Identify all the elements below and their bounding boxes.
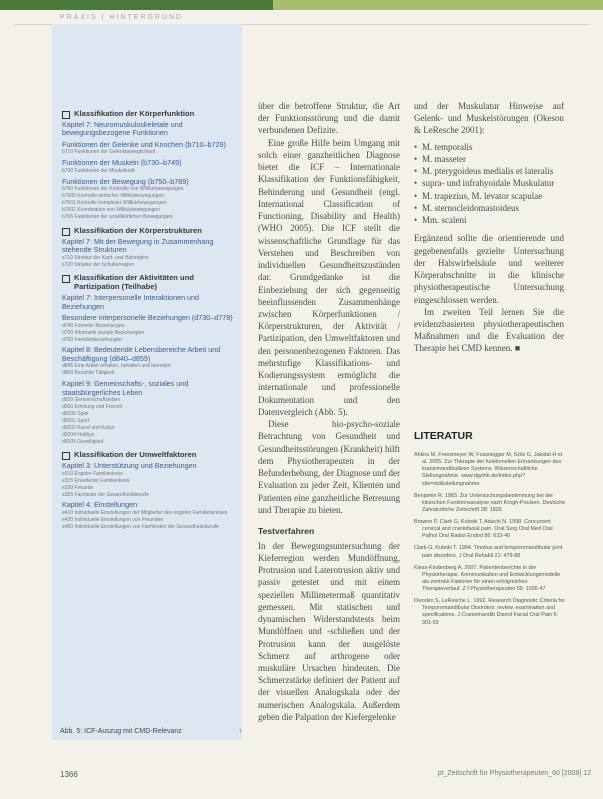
sidebar-section-title-text: Klassifikation der Körperstrukturen <box>74 225 202 235</box>
body-paragraph: Eine große Hilfe beim Umgang mit solch einer ganzheitlichen Diagnose bietet die ICF – Internationale Klassifikation der Funktionsfähigkeit, Behinderung und Gesundheit (engl. International Classification of Functioning, Disability and Health) (WHO 2005). Die ICF stellt die wissenschaftliche Grundlage für das Verstehen und Beschreiben von individuellen Gesundheitszuständen dar. Grundgedanke ist die Einbeziehung der sich gegenseitig beeinflussenden Zusammenhänge zwischen Körperfunktionen / Körperstrukturen, der Aktivität / Partizipation, den Umweltfaktoren und den personenbezogenen Faktoren. Das mehrstufige Klassifikations- und Kodierungssystem ermöglicht die internationale und professionelle Dokumentation und den Datenvergleich (Abb. 5). <box>258 137 400 417</box>
sidebar-section-title-text: Klassifikation der Körperfunktion <box>74 109 195 118</box>
page-number: 1366 <box>60 770 78 779</box>
body-paragraph: über die betroffene Struktur, die Art der Funktionsstörung und die damit verbundenen Defizite. <box>258 101 400 136</box>
literature-entry: Kiess-Kindenberg A. 2007. Patientenberichte in der Physiotherapie. Kommunikation und Entwicklungsmodelle als zentrale Faktoren für einen erfolgreichen Therapieverlauf. Z f Physiotherapeuten 59: 1036-47 <box>414 564 561 592</box>
sidebar-code-item: d9200 Spiel <box>62 410 89 417</box>
sidebar-code-item: d740 Formelle Beziehungen <box>62 322 125 329</box>
list-item: • M. temporalis <box>414 141 564 153</box>
literature-entry: Ahlers M, Freesmeyer W, Fussnegger M, Götz G, Jakstat H et al. 2005. Zur Therapie der funktionellen Erkrankungen des kraniomandibulären Systems. Wissenschaftliche Stellungnahme. www.dgzmk.de/index.php?site=std&stellungnahme <box>414 452 563 487</box>
sidebar-group-heading: Funktionen der Gelenke und Knochen (b710–b729) <box>62 139 226 149</box>
sidebar-code-item: b710 Funktionen der Gelenkbeweglichkeit <box>62 149 156 156</box>
sidebar-code-item: e420 Individuelle Einstellungen von Freunden <box>62 516 164 523</box>
checkbox-icon <box>62 228 70 236</box>
sidebar-code-item: e315 Erweiterter Familienkreis <box>62 477 130 484</box>
text-column-right <box>414 100 564 355</box>
literature-entry: Benjamin R. 1983. Zur Untersuchungsbestimmung bei der klinischen Funktionsanalyse nach Krogh-Poulsen. Deutsche Zahnärztliche Zeitschrift 38: 1826 <box>414 492 566 513</box>
sidebar-code-item: e355 Fachleute der Gesundheitsberufe <box>62 491 149 498</box>
sidebar-code-item: e410 Individuelle Einstellungen der Mitglieder des engsten Familienkreises <box>62 509 228 516</box>
checkbox-icon <box>62 111 70 119</box>
sidebar-code-item: s720 Struktur der Schulterregion <box>62 261 134 268</box>
sidebar-code-item: b760 Funktionen der Kontrolle von Willkürbewegungen <box>62 186 184 193</box>
running-title: PRAXIS | HINTERGRUND <box>60 14 184 21</box>
section-subheading: Testverfahren <box>258 525 315 536</box>
sidebar-section-title <box>62 451 234 460</box>
sidebar-section-title-text: Klassifikation der Aktivitäten und Partizipation (Teilhabe) <box>74 273 194 292</box>
sidebar-section-title <box>62 274 234 292</box>
sidebar-code-item: d9202 Kunst und Kultur <box>62 424 115 431</box>
muscle-list <box>414 141 564 227</box>
sidebar-code-item: b765 Funktionen der unwillkürlichen Bewegungen <box>62 213 173 220</box>
checkbox-icon <box>62 452 70 460</box>
body-paragraph: Ergänzend sollte die orientierende und gegebenenfalls gezielte Untersuchung der Halswirbelsäule und weiterer Körperabschnitte in die klinische physiotherapeutische Untersuchung eingeschlossen werden. <box>414 233 564 305</box>
journal-footer: pt_Zeitschrift für Physiotherapeuten_60 [2008] 12 <box>437 770 591 777</box>
sidebar-code-item: d760 Familienbeziehungen <box>62 336 123 343</box>
figure-caption-text: Abb. 5: ICF-Auszug mit CMD-Relevanz <box>60 728 182 735</box>
sidebar-code-item: b7601 Kontrolle komplexer Willkürbewegungen <box>62 199 167 206</box>
text-column-middle <box>258 100 400 723</box>
sidebar-group-heading: Kapitel 7: Mit der Bewegung in Zusammenhang stehende Strukturen <box>62 236 214 255</box>
list-item: • M. sternocleidomastoideus <box>414 202 564 214</box>
sidebar-code-item: b7600 Kontrolle einfacher Willkürbewegungen <box>62 193 165 200</box>
list-item: • M. trapezius, M. levator scapulae <box>414 190 564 202</box>
body-paragraph: Diese bio-psycho-soziale Betrachtung von Gesundheit und Gesundheitsstörungen (Krankheit) hilft dem Physiotherapeuten in der Befunderhebung, der Diagnose und der Evaluation zu jeder Zeit, Klienten und Patienten eine ganzheitliche Betreuung und Therapie zu bieten. <box>258 419 400 515</box>
sidebar-code-item: d9204 Hobbys <box>62 431 95 438</box>
body-paragraph: Im zweiten Teil lernen Sie die evidenzbasierten physiotherapeutischen Maßnahmen und die Evaluation der Therapie bei CMD kennen. ■ <box>414 306 564 354</box>
sidebar-code-item: d850 Bezahlte Tätigkeit <box>62 370 115 377</box>
body-paragraph: In der Bewegungsuntersuchung der Kieferregion werden Mundöffnung, Protrusion und Laterotrusion aktiv und passiv getestet und mit einem speziellen Millimetermaß quantitativ gemessen. Mit statischen und dynamischen Widerstandstests beim Mundöffnen und -schließen und der Protrusion kann der ausgelöste Schmerz auf arthrogene oder muskuläre Ursachen hindeuten. Die Schmerzstärke definiert der Patient auf der visuellen Analogskala oder der numerischen Analogskala. Außerdem geben die Palpation der Kiefergelenke <box>258 540 400 722</box>
literature-entry: Browne P, Clark G, Kuboki T, Adachi N. 1998. Concurrent cervical and craniofacial pain. Oral Surg Oral Med Oral Pathol Oral Radiol Endod 86: 633-40 <box>414 519 553 540</box>
sidebar-code-item: d920 Erholung und Freizeit <box>62 404 123 411</box>
body-paragraph: und der Muskulatur Hinweise auf Gelenk- und Muskelstörungen (Okeson & LeResche 2001): <box>414 101 564 136</box>
icf-sidebar <box>52 104 242 740</box>
sidebar-top-band <box>52 24 242 104</box>
sidebar-code-item: d9205 Geselligkeit <box>62 438 104 445</box>
list-item: • M. masseter <box>414 153 564 165</box>
checkbox-icon <box>62 275 70 283</box>
sidebar-group-heading: Kapitel 7: Neuromuskuloskeletale und bewegungsbezogene Funktionen <box>62 120 183 138</box>
sidebar-code-item: b730 Funktionen der Muskelkraft <box>62 167 135 174</box>
sidebar-group-heading: Funktionen der Muskeln (b730–b749) <box>62 158 182 168</box>
sidebar-code-item: d845 Eine Arbeit erhalten, behalten und beenden <box>62 363 171 370</box>
sidebar-group-heading: Kapitel 4: Einstellungen <box>62 500 138 510</box>
sidebar-group-heading: Kapitel 9: Gemeinschafts-, soziales und staatsbürgerliches Leben <box>62 379 189 397</box>
sidebar-code-item: d910 Gemeinschaftsleben <box>62 397 121 404</box>
sidebar-section-title <box>62 227 234 236</box>
sidebar-group-heading: Kapitel 3: Unterstützung und Beziehungen <box>62 461 197 471</box>
sidebar-code-item: e310 Engster Familienkreis <box>62 470 123 477</box>
arrow-up-icon: ↑ <box>238 728 242 735</box>
figure-caption <box>60 728 242 735</box>
literature-heading: LITERATUR <box>414 430 473 442</box>
literature-list <box>414 452 566 632</box>
sidebar-code-item: s710 Struktur der Kopf- und Halsregion <box>62 254 149 261</box>
sidebar-section-title <box>62 110 234 119</box>
sidebar-group-heading: Kapitel 8: Bedeutende Lebensbereiche Arbeit und Beschäftigung (d840–d859) <box>62 345 221 363</box>
sidebar-code-item: b7602 Koordination von Willkürbewegungen <box>62 206 160 213</box>
literature-entry: Dworkin S, LeResche L. 1992. Research Diagnostic Criteria for Temporomandibular Disorders: review, examination and specifications. J Craniomandib Disord Facial Oral Pain 6: 301-55 <box>414 598 565 626</box>
sidebar-group-heading: Kapitel 7: Interpersonelle Interaktionen und Beziehungen <box>62 293 200 311</box>
sidebar-code-item: d750 Informelle soziale Beziehungen <box>62 329 144 336</box>
list-item: • supra- und infrahyoidale Muskulatur <box>414 177 564 189</box>
sidebar-code-item: e450 Individuelle Einstellungen von Fachleuten der Gesundheitsberufe <box>62 523 219 530</box>
sidebar-group-heading: Besondere interpersonelle Beziehungen (d730–d779) <box>62 313 233 323</box>
top-color-bar <box>0 0 603 10</box>
literature-entry: Clark G, Kuboki T. 1994. Tinnitus and temporomandibular joint pain disorders. J Oral Rehabil 21: 479-88 <box>414 545 563 559</box>
sidebar-section-title-text: Klassifikation der Umweltfaktoren <box>74 450 197 460</box>
list-item: • Mm. scaleni <box>414 214 564 226</box>
sidebar-code-item: d9201 Sport <box>62 417 90 424</box>
top-color-bar-accent <box>273 0 603 10</box>
list-item: • M. pterygoideus medialis et lateralis <box>414 165 564 177</box>
sidebar-group-heading: Funktionen der Bewegung (b750–b789) <box>62 176 189 186</box>
sidebar-code-item: e320 Freunde <box>62 484 94 491</box>
